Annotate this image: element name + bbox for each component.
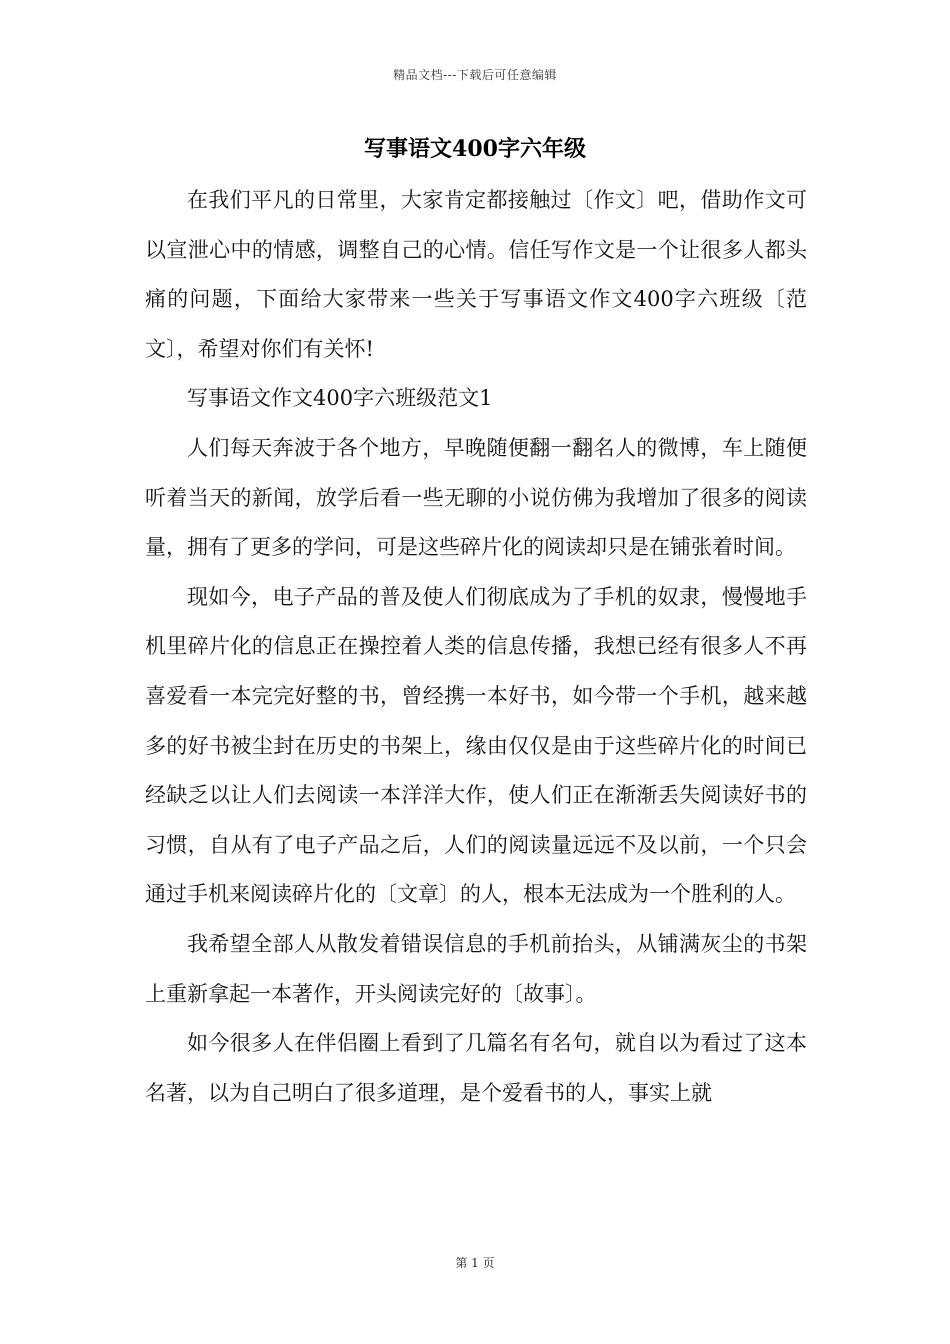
paragraph: 现如今，电子产品的普及使人们彻底成为了手机的奴隶，慢慢地手机里碎片化的信息正在操控着人类的信息传播，我想已经有很多人不再喜爱看一本完完好整的书，曾经携一本好书，如今带一个手机，越来越多的好书被尘封在历史的书架上，缘由仅仅是由于这些碎片化的时间已经缺乏以让人们去阅读一本洋洋大作，使人们正在渐渐丢失阅读好书的习惯，自从有了电子产品之后，人们的阅读量远远不及以前，一个只会通过手机来阅读碎片化的〔文章〕的人，根本无法成为一个胜利的人。 <box>145 584 807 907</box>
page-header: 精品文档---下载后可任意编辑 <box>393 68 557 82</box>
document-body <box>145 176 807 1118</box>
paragraph-intro: 在我们平凡的日常里，大家肯定都接触过〔作文〕吧，借助作文可以宣泄心中的情感，调整自己的心情。信任写作文是一个让很多人都头痛的问题，下面给大家带来一些关于写事语文作文400字六班级〔范文〕，希望对你们有关怀! <box>145 188 807 361</box>
paragraph: 我希望全部人从散发着错误信息的手机前抬头，从铺满灰尘的书架上重新拿起一本著作，开头阅读完好的〔故事〕。 <box>145 931 807 1006</box>
paragraph: 如今很多人在伴侣圈上看到了几篇名有名句，就自以为看过了这本名著，以为自己明白了很多道理，是个爱看书的人，事实上就 <box>145 1031 807 1105</box>
paragraph: 人们每天奔波于各个地方，早晚随便翻一翻名人的微博，车上随便听着当天的新闻，放学后看一些无聊的小说仿佛为我增加了很多的阅读量，拥有了更多的学问，可是这些碎片化的阅读却只是在铺张着时间。 <box>145 435 807 560</box>
document-title: 写事语文400字六年级 <box>364 136 586 162</box>
paragraph-subheading: 写事语文作文400字六班级范文1 <box>187 386 493 411</box>
page-number: 第 1 页 <box>455 1256 495 1270</box>
